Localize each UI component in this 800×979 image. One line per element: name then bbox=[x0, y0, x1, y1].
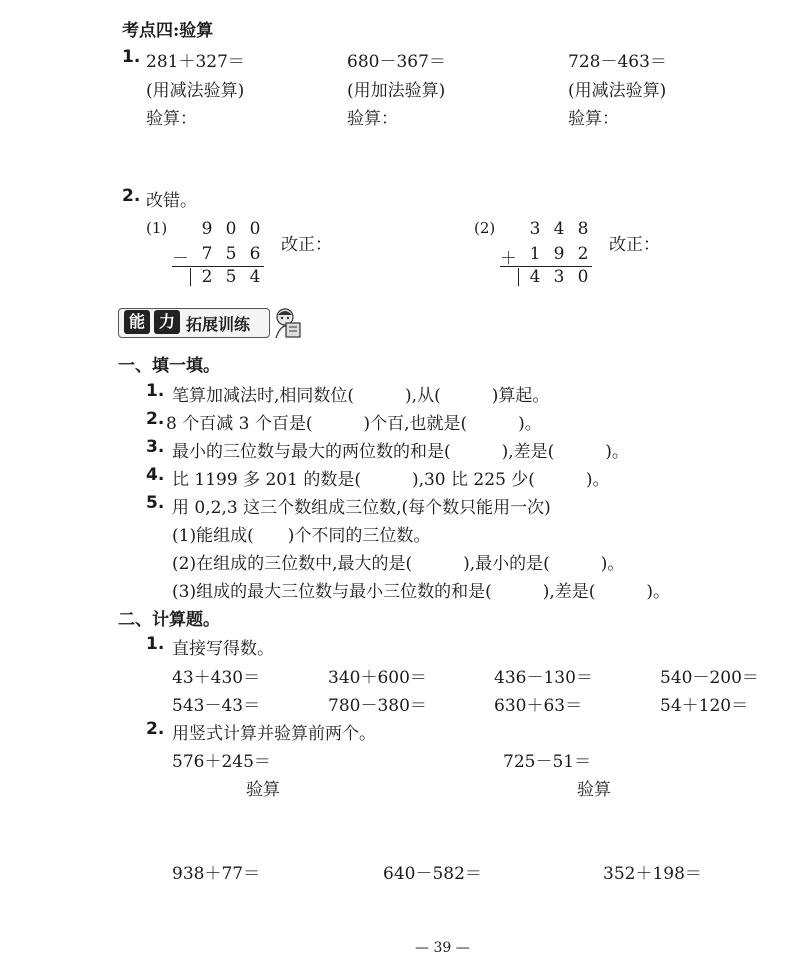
fill-1-number: 1. bbox=[146, 381, 165, 401]
banner-tag-1: 能 bbox=[124, 310, 150, 334]
mental-r2-c2: 780－380＝ bbox=[328, 696, 427, 716]
problem-1-top: 9 0 0 bbox=[201, 219, 261, 239]
fill-1-text: 笔算加减法时,相同数位( ),从( )算起。 bbox=[172, 386, 550, 406]
q1-method-3: (用减法验算) bbox=[568, 81, 667, 101]
fill-3-text: 最小的三位数与最大的两位数的和是( ),差是( )。 bbox=[172, 442, 629, 462]
problem-2-bottom: 1 9 2 bbox=[529, 244, 589, 264]
fill-4-text: 比 1199 多 201 的数是( ),30 比 225 少( )。 bbox=[172, 470, 610, 490]
mental-r1-c4: 540－200＝ bbox=[660, 668, 759, 688]
problem-1-result: 2 5 4 bbox=[201, 267, 261, 287]
q1-method-2: (用加法验算) bbox=[347, 81, 446, 101]
q1-expr-1: 281＋327＝ bbox=[146, 52, 245, 72]
vertical-expr-1: 576＋245＝ bbox=[172, 752, 271, 772]
vertical-expr-3: 938＋77＝ bbox=[172, 864, 261, 884]
fill-5-number: 5. bbox=[146, 493, 165, 513]
mental-r2-c4: 54＋120＝ bbox=[660, 696, 749, 716]
part1-title: 一、填一填。 bbox=[118, 356, 220, 376]
vertical-expr-4: 640－582＝ bbox=[383, 864, 482, 884]
ability-banner bbox=[118, 306, 304, 340]
problem-2-divider bbox=[518, 268, 519, 286]
fill-4-number: 4. bbox=[146, 465, 165, 485]
q1-check-1: 验算： bbox=[146, 109, 197, 129]
q1-check-2: 验算： bbox=[347, 109, 398, 129]
fill-3-number: 3. bbox=[146, 437, 165, 457]
mental-r1-c2: 340＋600＝ bbox=[328, 668, 427, 688]
mental-r2-c3: 630＋63＝ bbox=[494, 696, 583, 716]
q1-expr-3: 728－463＝ bbox=[568, 52, 667, 72]
q1-expr-2: 680－367＝ bbox=[347, 52, 446, 72]
q2-number: 2. bbox=[122, 186, 141, 206]
problem-2-label: (2) bbox=[474, 219, 496, 237]
problem-1-label: (1) bbox=[146, 219, 168, 237]
q2-text: 改错。 bbox=[146, 191, 197, 211]
calc-1-number: 1. bbox=[146, 634, 165, 654]
part2-title: 二、计算题。 bbox=[118, 610, 220, 630]
calc-1-text: 直接写得数。 bbox=[172, 639, 274, 659]
mental-r2-c1: 543－43＝ bbox=[172, 696, 261, 716]
problem-1-divider bbox=[190, 268, 191, 286]
mental-r1-c1: 43＋430＝ bbox=[172, 668, 261, 688]
problem-1-bottom: 7 5 6 bbox=[201, 244, 261, 264]
problem-1-operator: － bbox=[172, 249, 189, 269]
q1-check-3: 验算： bbox=[568, 109, 619, 129]
fill-5-sub-2: (2)在组成的三位数中,最大的是( ),最小的是( )。 bbox=[172, 554, 625, 574]
calc-2-text: 用竖式计算并验算前两个。 bbox=[172, 724, 376, 744]
banner-text: 拓展训练 bbox=[186, 315, 251, 334]
vertical-expr-2: 725－51＝ bbox=[503, 752, 592, 772]
vertical-expr-5: 352＋198＝ bbox=[603, 864, 702, 884]
page-number: — 39 — bbox=[415, 940, 470, 956]
fill-5-text: 用 0,2,3 这三个数组成三位数,(每个数只能用一次) bbox=[172, 498, 551, 518]
fill-2-number: 2. bbox=[146, 409, 165, 429]
section-title: 考点四:验算 bbox=[122, 21, 214, 41]
banner-tag-2: 力 bbox=[154, 310, 180, 334]
fill-2-text: 8 个百减 3 个百是( )个百,也就是( )。 bbox=[166, 414, 542, 434]
problem-2-operator: ＋ bbox=[500, 249, 517, 269]
check-label-2: 验算 bbox=[577, 780, 611, 800]
problem-2-top: 3 4 8 bbox=[529, 219, 589, 239]
check-label-1: 验算 bbox=[246, 780, 280, 800]
reading-child-icon bbox=[270, 306, 304, 340]
fill-5-sub-3: (3)组成的最大三位数与最小三位数的和是( ),差是( )。 bbox=[172, 582, 671, 602]
calc-2-number: 2. bbox=[146, 719, 165, 739]
q1-method-1: (用减法验算) bbox=[146, 81, 245, 101]
problem-2-result: 4 3 0 bbox=[529, 267, 589, 287]
q1-number: 1. bbox=[122, 47, 141, 67]
problem-1-correct-label: 改正： bbox=[281, 235, 332, 255]
mental-r1-c3: 436－130＝ bbox=[494, 668, 593, 688]
fill-5-sub-1: (1)能组成( )个不同的三位数。 bbox=[172, 526, 431, 546]
problem-2-correct-label: 改正： bbox=[609, 235, 660, 255]
